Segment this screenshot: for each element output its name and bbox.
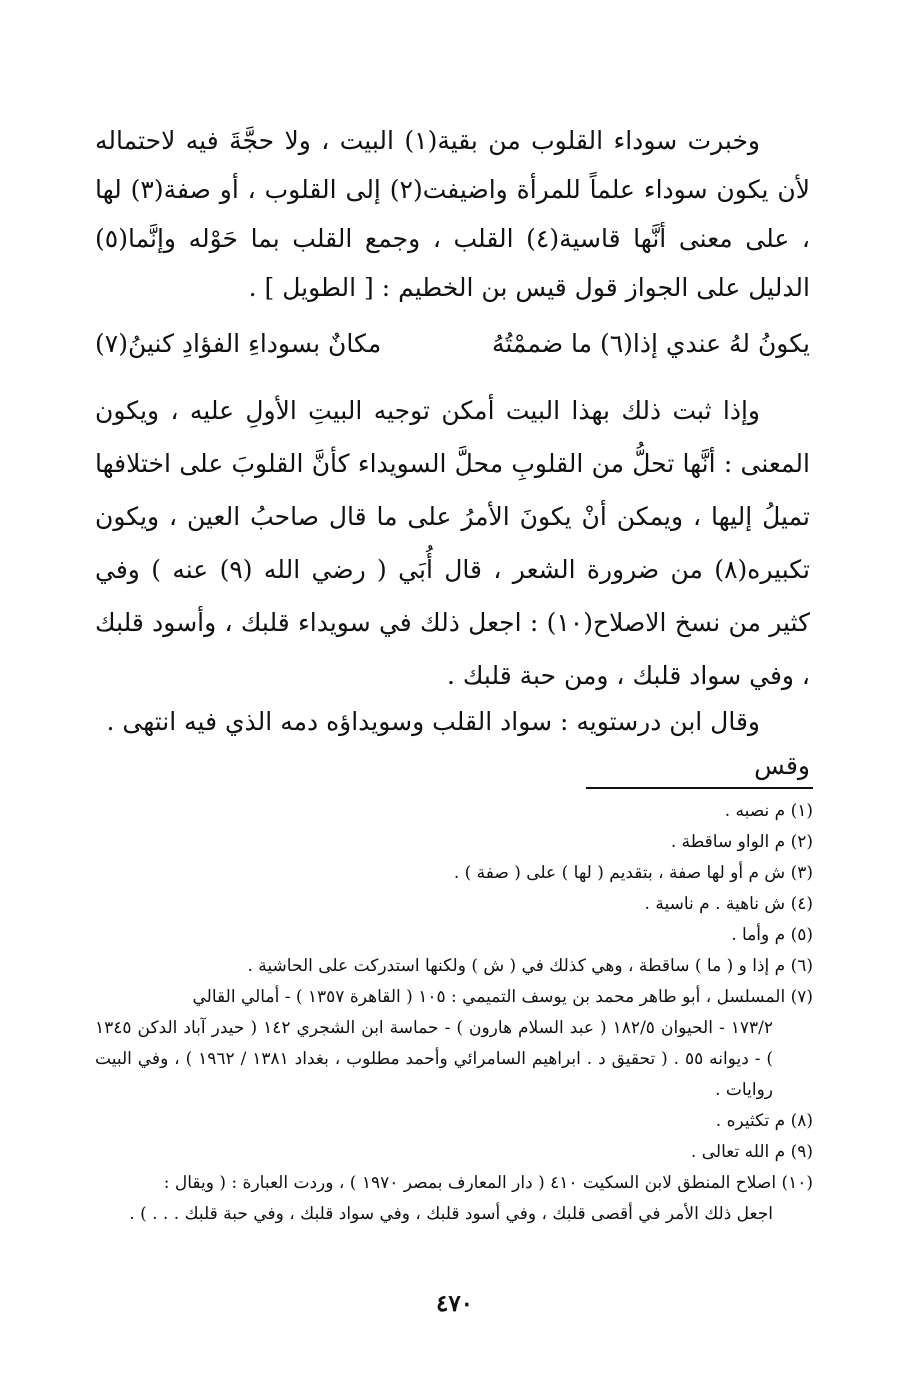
paragraph-1-text: وخبرت سوداء القلوب من بقية(١) البيت ، ولا حجَّةَ فيه لاحتماله لأن يكون سوداء علماً للمرأة واضيفت(٢) إلى القلوب ، أو صفة(٣) لها ، على معنى أنَّها قاسية(٤) القلب ، وجمع القلب بما حَوْله وإنَّما(٥) الدليل على الجواز قول قيس بن الخطيم : [ الطويل ] . (95, 126, 810, 302)
footnote (95, 796, 813, 827)
footnote (95, 1168, 813, 1230)
main-paragraph-1 (95, 116, 810, 312)
footnote-text: (٧) المسلسل ، أبو طاهر محمد بن يوسف التميمي : ١٠٥ ( القاهرة ١٣٥٧ ) - أمالي القالي (192, 987, 813, 1007)
footnote (95, 951, 813, 982)
footnote-text: (٢) م الواو ساقطة . (670, 832, 813, 852)
footnote-text: (٣) ش م أو لها صفة ، بتقديم ( لها ) على ( صفة ) . (453, 863, 813, 883)
footnote-text: (٦) م إذا و ( ما ) ساقطة ، وهي كذلك في ( ش ) ولكنها استدركت على الحاشية . (247, 956, 813, 976)
footnote-text: (٥) م وأما . (731, 925, 813, 945)
verse-hemistich-second: مكانٌ بسوداءِ الفؤادِ كنينُ(٧) (95, 329, 382, 358)
verse-hemistich-first: يكونُ لهُ عندي إذا(٦) ما ضممْتُهُ (491, 329, 810, 358)
footnote-continuation: ١٧٣/٢ - الحيوان ١٨٢/٥ ( عبد السلام هارون ) - حماسة ابن الشجري ١٤٢ ( حيدر آباد الدكن ١٣٤٥ ) - ديوانه ٥٥ . ( تحقيق د . ابراهيم السامرائي وأحمد مطلوب ، بغداد ١٣٨١ / ١٩٦٢ ) ، وفي البيت روايات . (95, 1018, 773, 1100)
footnote (95, 982, 813, 1106)
footnotes (95, 796, 813, 1230)
footnote-text: (٨) م تكثيره . (715, 1111, 813, 1131)
footnote (95, 889, 813, 920)
page-number: ٤٧٠ (435, 1290, 474, 1317)
footnote-text: (٩) م الله تعالى . (690, 1142, 813, 1162)
poetry-verse (95, 322, 810, 366)
paragraph-3-text: وقال ابن درستويه : سواد القلب وسويداؤه دمه الذي فيه انتهى . وقس (106, 707, 810, 780)
footnote (95, 920, 813, 951)
main-paragraph-2 (95, 384, 810, 702)
footnote-separator (586, 787, 813, 789)
footnote-continuation: اجعل ذلك الأمر في أقصى قلبك ، وفي أسود قلبك ، وفي سواد قلبك ، وفي حبة قلبك . . . ) . (129, 1204, 773, 1224)
footnote-text: (١٠) اصلاح المنطق لابن السكيت ٤١٠ ( دار المعارف بمصر ١٩٧٠ ) ، وردت العبارة : ( ويقال : (163, 1173, 813, 1193)
main-paragraph-3 (95, 700, 810, 788)
footnote (95, 1137, 813, 1168)
footnote (95, 827, 813, 858)
footnote (95, 858, 813, 889)
footnote (95, 1106, 813, 1137)
paragraph-2-text: وإذا ثبت ذلك بهذا البيت أمكن توجيه البيتِ الأولِ عليه ، ويكون المعنى : أنَّها تحلُّ من القلوبِ محلَّ السويداء كأنَّ القلوبَ على اختلافها تميلُ إليها ، ويمكن أنْ يكونَ الأمرُ على ما قال صاحبُ العين ، ويكون تكبيره(٨) من ضرورة الشعر ، قال أُبَي ( رضي الله (٩) عنه ) وفي كثير من نسخ الاصلاح(١٠) : اجعل ذلك في سويداء قلبك ، وأسود قلبك ، وفي سواد قلبك ، ومن حبة قلبك . (95, 396, 811, 690)
footnote-text: (١) م نصبه . (724, 801, 813, 821)
footnote-text: (٤) ش ناهية . م ناسية . (644, 894, 813, 914)
